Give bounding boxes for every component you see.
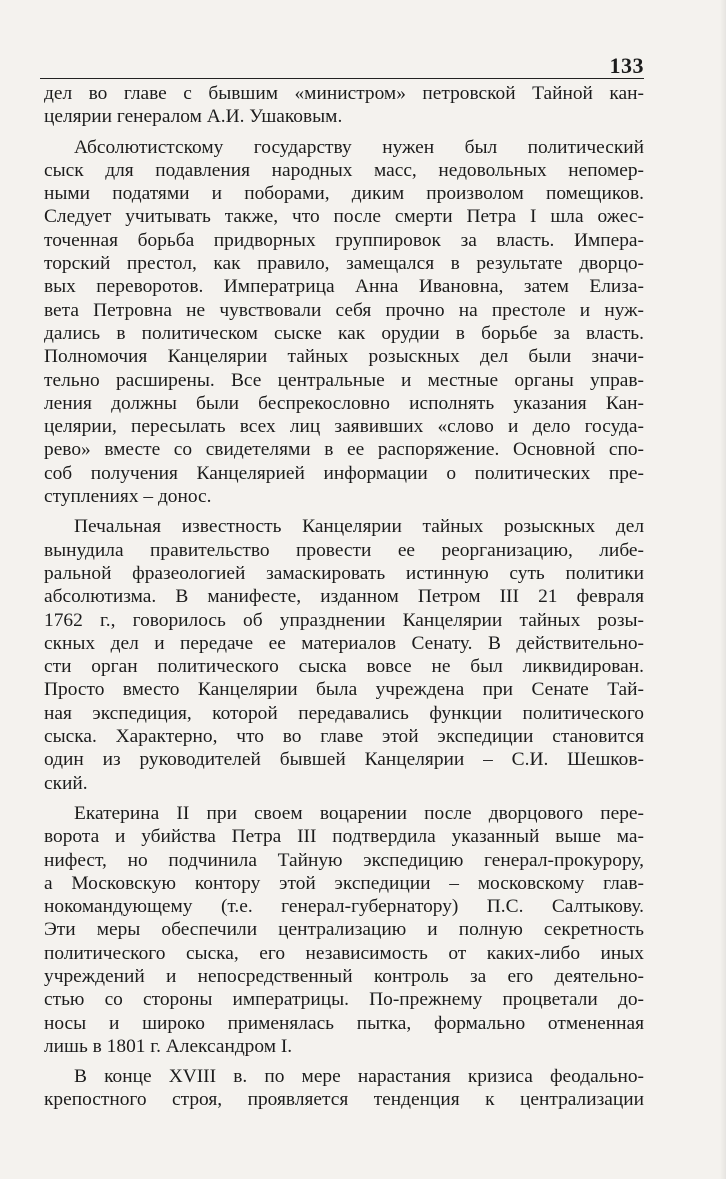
text-line: дел во главе с бывшим «министром» петровской Тайной кан- <box>44 83 644 104</box>
text-line: целярии генералом А.И. Ушаковым. <box>44 106 343 128</box>
text-line: ворота и убийства Петра III подтвердила указанный выше ма- <box>44 826 644 848</box>
text-line: нокомандующему (т.е. генерал-губернатору) П.С. Салтыкову. <box>44 896 644 918</box>
paragraph-gap <box>44 795 644 802</box>
text-line: ральной фразеологией замаскировать истинную суть политики <box>44 562 644 584</box>
text-line: лишь в 1801 г. Александром I. <box>44 1035 293 1057</box>
text-line: В конце XVIII в. по мере нарастания кризиса феодально- <box>74 1066 644 1088</box>
text-line: один из руководителей бывшей Канцелярии – С.И. Шешков- <box>44 749 644 771</box>
page-edge-shadow <box>720 0 726 1179</box>
text-line: стью со стороны императрицы. По-прежнему процветали до- <box>44 989 644 1011</box>
paragraph <box>44 136 644 509</box>
paragraph <box>44 515 644 795</box>
text-line: ная экспедиция, которой передавались функции политического <box>44 702 644 724</box>
text-line: носы и широко применялась пытка, формально отмененная <box>44 1012 644 1034</box>
text-line: тельно расширены. Все центральные и местные органы управ- <box>44 369 644 391</box>
text-line: скных дел и передаче ее материалов Сенату. В действительно- <box>44 632 644 654</box>
text-line: вых переворотов. Императрица Анна Ивановна, затем Елиза- <box>44 276 644 298</box>
text-line: ления должны были беспрекословно исполнять указания Кан- <box>44 392 644 414</box>
text-line: нифест, но подчинила Тайную экспедицию генерал-прокурору, <box>44 849 644 871</box>
text-line: Эти меры обеспечили централизацию и полную секретность <box>44 919 644 941</box>
text-line: Полномочия Канцелярии тайных розыскных дел были значи- <box>44 346 644 368</box>
text-line: вынудила правительство провести ее реорганизацию, либе- <box>44 539 644 561</box>
text-line: ступлениях – донос. <box>44 486 212 508</box>
text-line: точенная борьба придворных группировок за власть. Импера- <box>44 229 644 251</box>
text-line: а Московскую контору этой экспедиции – московскому глав- <box>44 872 644 894</box>
header-rule <box>40 78 644 79</box>
paragraph <box>44 802 644 1058</box>
text-line: 1762 г., говорилось об упразднении Канцелярии тайных розы- <box>44 609 644 631</box>
text-line: соб получения Канцелярией информации о политических пре- <box>44 462 644 484</box>
text-line: Следует учитывать также, что после смерти Петра I шла ожес- <box>44 206 644 228</box>
text-line: рево» вместе со свидетелями в ее распоряжение. Основной спо- <box>44 439 644 461</box>
text-line: Екатерина II при своем воцарении после дворцового пере- <box>74 802 644 824</box>
paragraph-gap <box>44 129 644 136</box>
paragraph-gap <box>44 1058 644 1065</box>
text-line: политического сыска, его независимость от каких-либо иных <box>44 942 644 964</box>
paragraph <box>44 82 644 129</box>
text-line: Печальная известность Канцелярии тайных розыскных дел <box>74 516 644 538</box>
text-line: Абсолютистскому государству нужен был политический <box>74 136 644 158</box>
text-line: ский. <box>44 772 88 794</box>
text-line: целярии, пересылать всех лиц заявивших «слово и дело госуда- <box>44 416 644 438</box>
text-line: вета Петровна не чувствовали себя прочно на престоле и нуж- <box>44 299 644 321</box>
text-line: сыска. Характерно, что во главе этой экспедиции становится <box>44 726 644 748</box>
paragraph <box>44 1065 644 1112</box>
body-text <box>44 82 644 1112</box>
text-line: сти орган политического сыска вовсе не был ликвидирован. <box>44 656 644 678</box>
text-line: Просто вместо Канцелярии была учреждена при Сенате Тай- <box>44 679 644 701</box>
text-line: торский престол, как правило, замещался в результате дворцо- <box>44 253 644 275</box>
text-line: дались в политическом сыске как орудии в борьбе за власть. <box>44 322 644 344</box>
text-line: крепостного строя, проявляется тенденция к централизации <box>44 1089 644 1111</box>
text-line: ными податями и поборами, диким произволом помещиков. <box>44 183 644 205</box>
paragraph-gap <box>44 508 644 515</box>
text-line: абсолютизма. В манифесте, изданном Петром III 21 февраля <box>44 586 644 608</box>
page-number: 133 <box>609 53 644 78</box>
text-line: сыск для подавления народных масс, недовольных непомер- <box>44 159 644 181</box>
text-line: учреждений и непосредственный контроль за его деятельно- <box>44 965 644 987</box>
